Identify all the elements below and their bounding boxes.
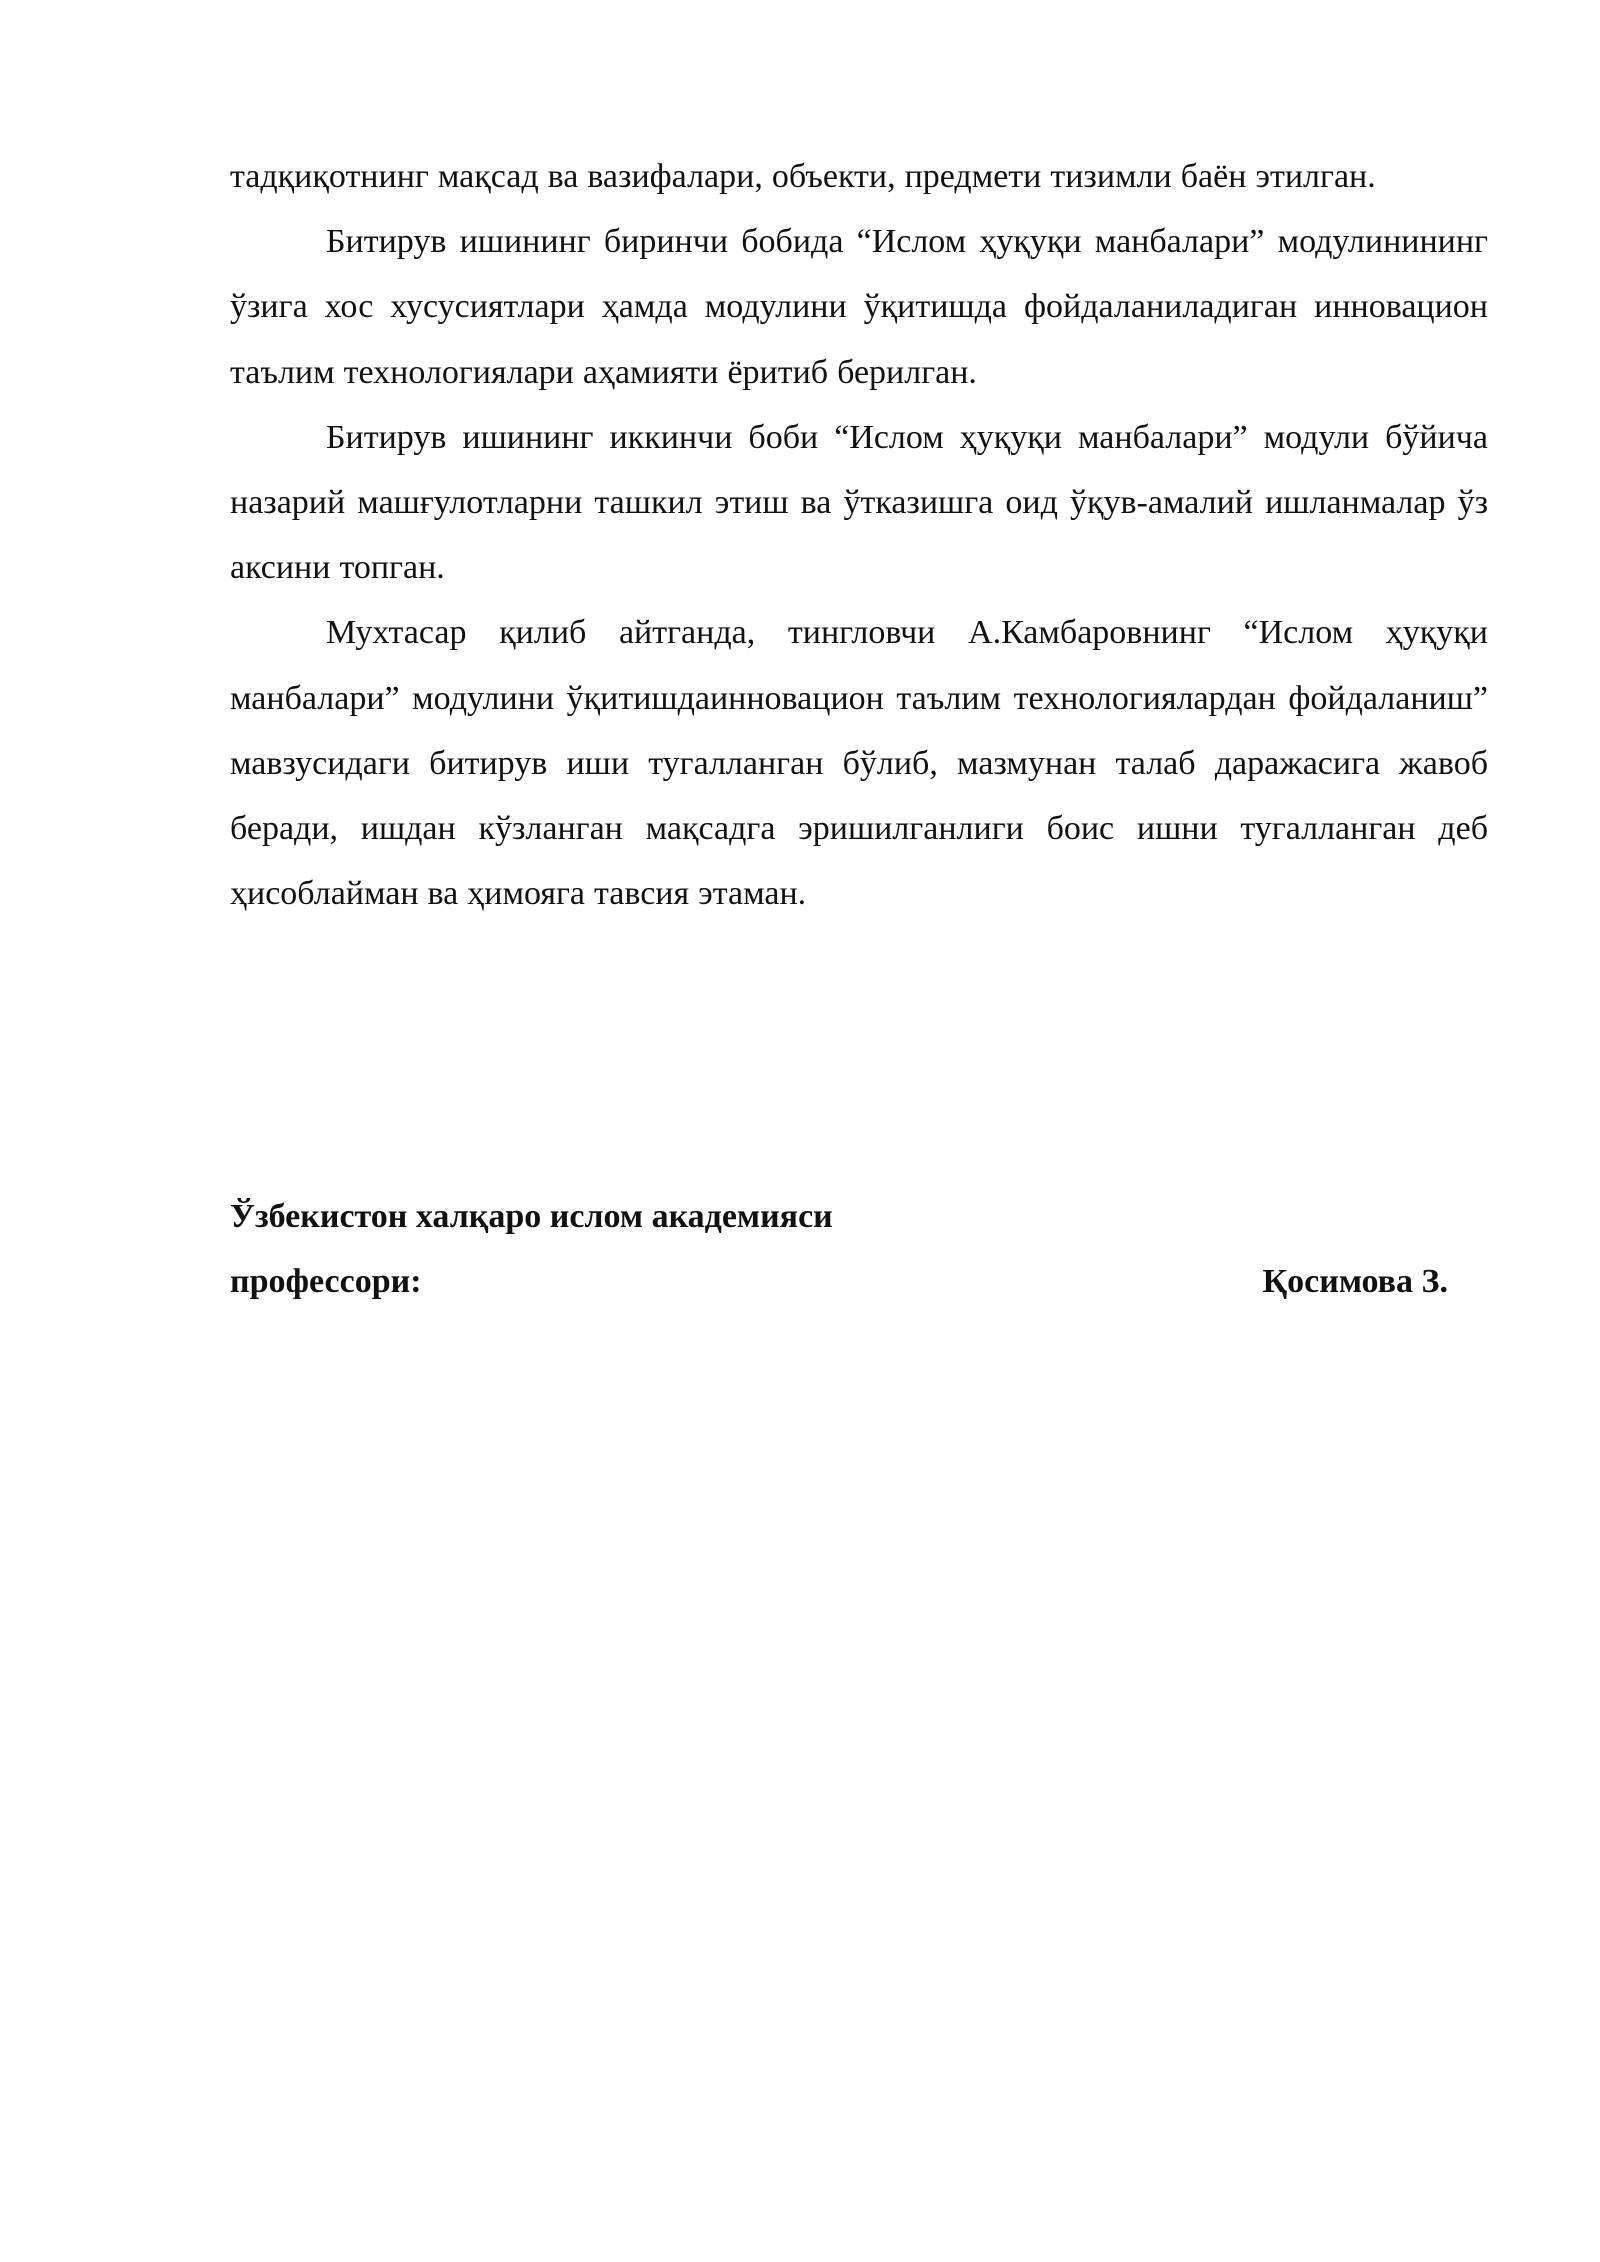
signature-organization: Ўзбекистон халқаро ислом академияси	[230, 1198, 833, 1235]
signature-position: профессори:	[230, 1263, 422, 1300]
paragraph-chapter-two: Битирув ишининг иккинчи боби “Ислом ҳуқуқи манбалари” модули бўйича назарий машғулотларни ташкил этиш ва ўтказишга оид ўқув-амалий ишланмалар ўз аксини топган.	[230, 418, 1488, 587]
paragraph-chapter-one: Битирув ишининг биринчи бобида “Ислом ҳуқуқи манбалари” модулинининг ўзига хос хусусиятлари ҳамда модулини ўқитишда фойдаланиладиган инновацион таълим технологиялари аҳамияти ёритиб берилган.	[230, 223, 1488, 391]
document-body	[230, 144, 1488, 926]
signature-name: Қосимова З.	[1262, 1263, 1448, 1300]
signature-block	[230, 1184, 1448, 1314]
paragraph-continuation: тадқиқотнинг мақсад ва вазифалари, объекти, предмети тизимли баён этилган.	[230, 158, 1376, 195]
signature-line	[230, 1249, 1448, 1314]
paragraph-conclusion: Мухтасар қилиб айтганда, тингловчи А.Камбаровнинг “Ислом ҳуқуқи манбалари” модулини ўқитишдаинновацион таълим технологиялардан фойдаланиш” мавзусидаги битирув иши тугалланган бўлиб, мазмунан талаб даражасига жавоб беради, ишдан кўзланган мақсадга эришилганлиги боис ишни тугалланган деб ҳисоблайман ва ҳимояга тавсия этаман.	[230, 614, 1488, 913]
